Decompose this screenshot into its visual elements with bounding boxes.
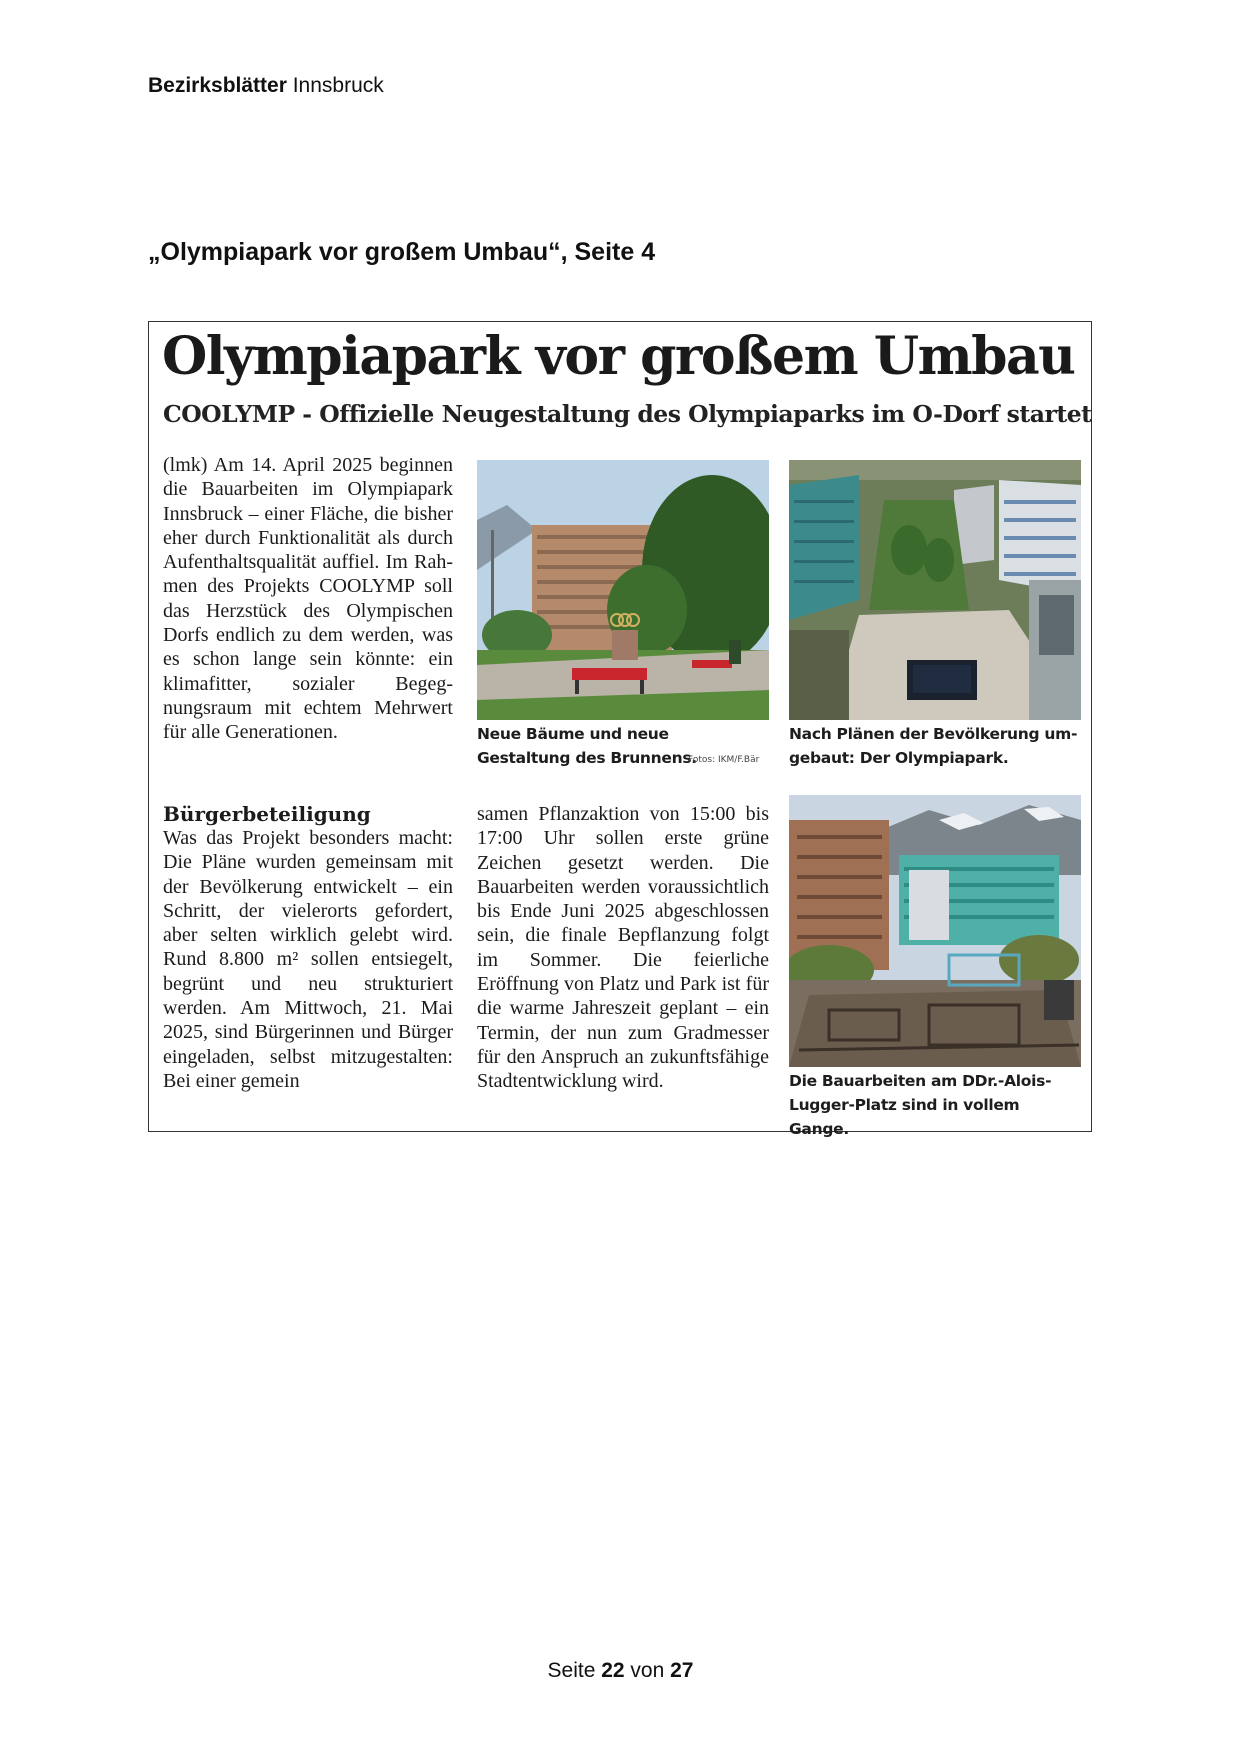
photo-aerial-olympiapark bbox=[789, 460, 1081, 720]
current-page: 22 bbox=[601, 1659, 625, 1682]
section-heading: Bürgerbeteiligung bbox=[163, 802, 371, 826]
newspaper-clipping bbox=[148, 321, 1092, 1138]
brand-region: Innsbruck bbox=[286, 74, 384, 97]
body-paragraph-2: samen Pflanzaktion von 15:00 bis 17:00 Uhr sollen erste grüne Zeichen gesetzt werden. Die Bauarbeiten werden voraussichtlich bis Ende Juni 2025 abgeschlossen sein, die finale Bepflanzung folgt im Sommer. Die feierliche Eröffnung von Platz und Park ist für die warme Jahreszeit geplant – ein Termin, der nun zum Gradmesser für den Anspruch an zukunftsfähige Stadtentwicklung wird. bbox=[477, 803, 769, 1093]
article-subheadline: COOLYMP - Offizielle Neugestaltung des Olympiaparks im O-Dorf startet bbox=[163, 400, 1092, 428]
intro-paragraph: (lmk) Am 14. April 2025 beginnen die Bauarbeiten im Olympiapark Innsbruck – einer Fläche, die bisher eher durch Funktionalität als durch Aufenthaltsqualität auffiel. Im Rahmen des Projekts COOLYMP soll das Herzstück des Olympischen Dorfs endlich zu dem werden, was es schon lange sein könnte: ein klimafitter, sozialer Begegnungsraum mit echtem Mehrwert für alle Generationen. bbox=[163, 454, 453, 744]
caption-photo-2: Nach Plänen der Bevölkerung umgebaut: Der Olympiapark. bbox=[789, 725, 1078, 767]
total-pages: 27 bbox=[670, 1659, 694, 1682]
footer-middle: von bbox=[624, 1659, 671, 1682]
photo-construction-site bbox=[789, 795, 1081, 1067]
caption-photo-1: Neue Bäume und neue Gestaltung des Brunnens. bbox=[477, 725, 697, 767]
footer-prefix: Seite bbox=[547, 1659, 602, 1682]
photo-credit: Fotos: IKM/F.Bär bbox=[688, 755, 760, 765]
article-headline: Olympiapark vor großem Umbau bbox=[162, 326, 1075, 387]
caption-photo-3: Die Bauarbeiten am DDr.-Alois-Lugger-Platz sind in vollem Gange. bbox=[789, 1072, 1052, 1138]
body-column-2 bbox=[477, 802, 769, 1094]
brand-name: Bezirksblätter bbox=[148, 74, 287, 97]
photo-park-fountain bbox=[477, 460, 769, 720]
page-header bbox=[148, 74, 384, 98]
body-paragraph-1: Was das Projekt besonders macht: Die Pläne wurden gemeinsam mit der Bevölkerung entwickelt – ein Schritt, der vielerorts gefordert, aber selten wirklich gelebt wird. Rund 8.800 m² sollen entsiegelt, begrünt und neu strukturiert werden. Am Mittwoch, 21. Mai 2025, sind Bürgerinnen und Bürger eingeladen, selbst mitzugestalten: Bei einer gemein bbox=[163, 827, 453, 1092]
page-footer bbox=[0, 1659, 1241, 1683]
section-column bbox=[163, 802, 453, 1093]
article-reference: „Olympiapark vor großem Umbau“, Seite 4 bbox=[148, 238, 656, 266]
intro-column bbox=[163, 453, 453, 745]
